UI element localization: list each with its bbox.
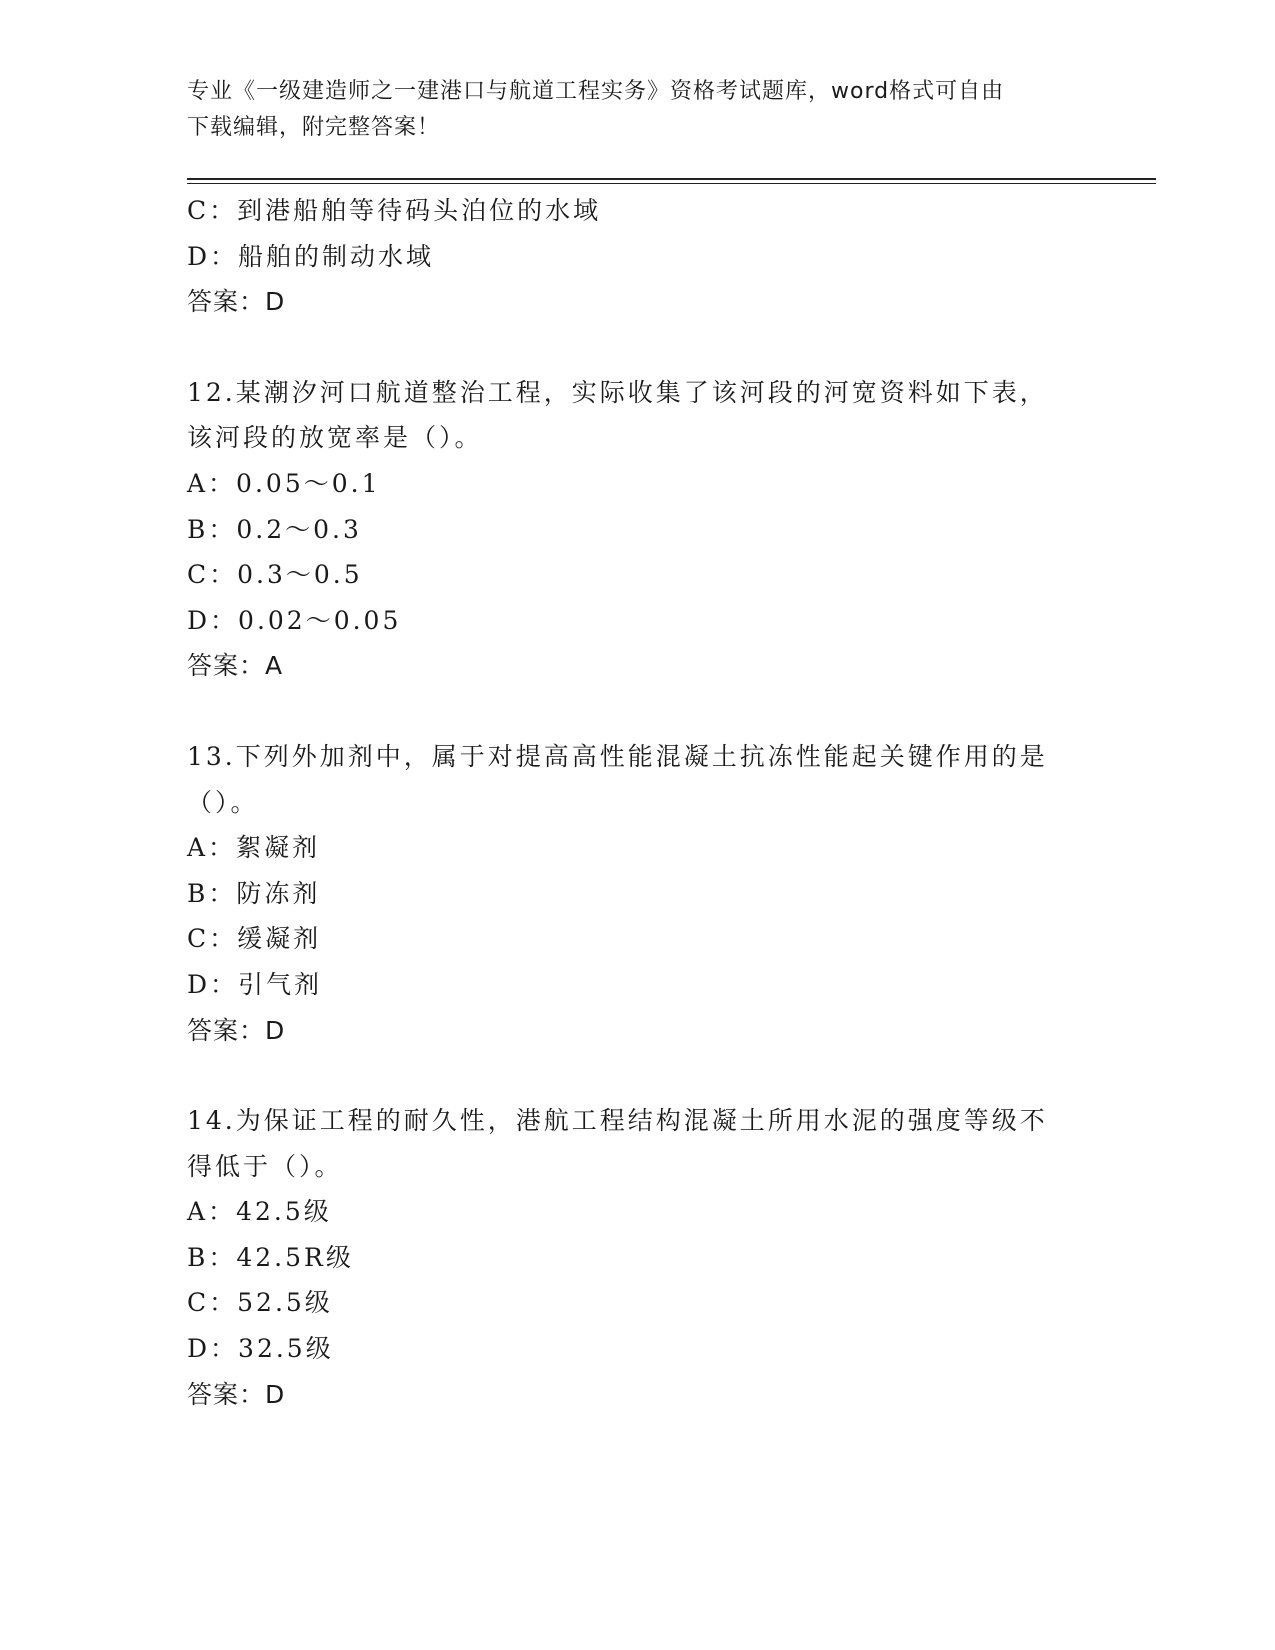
header-line-2: 下载编辑，附完整答案！: [187, 115, 441, 140]
question-13: [187, 734, 1087, 1053]
option-d: D：32.5级: [187, 1334, 334, 1364]
answer-line: 答案：D: [187, 287, 286, 317]
header-line-1: 专业《一级建造师之一建港口与航道工程实务》资格考试题库，word格式可自由: [187, 79, 1005, 104]
answer-line: 答案：D: [187, 1015, 286, 1045]
option-a: A：0.05～0.1: [187, 468, 381, 498]
question-stem: [187, 1098, 1087, 1189]
option-c: C：到港船舶等待码头泊位的水域: [187, 196, 602, 225]
option-b: B：42.5R级: [187, 1242, 354, 1272]
question-14: [187, 1098, 1087, 1417]
spacer: [187, 689, 1087, 734]
option-b: B：0.2～0.3: [187, 514, 362, 544]
option-c: C：缓凝剂: [187, 924, 322, 954]
option-a: A：42.5级: [187, 1197, 332, 1227]
option-d: D：船舶的制动水域: [187, 241, 435, 271]
stem-line: 13.下列外加剂中，属于对提高高性能混凝土抗冻性能起关键作用的是: [187, 741, 1048, 771]
stem-line: 该河段的放宽率是（）。: [187, 423, 483, 453]
document-body: [187, 188, 1087, 1417]
question-stem: [187, 734, 1087, 825]
spacer: [187, 325, 1087, 370]
option-c: C：0.3～0.5: [187, 560, 363, 590]
option-b: B：防冻剂: [187, 878, 321, 908]
header-divider: [187, 178, 1156, 184]
option-a: A：絮凝剂: [187, 833, 321, 863]
document-header: [187, 74, 1067, 146]
stem-line: 14.为保证工程的耐久性，港航工程结构混凝土所用水泥的强度等级不: [187, 1106, 1048, 1136]
option-d: D：0.02～0.05: [187, 605, 402, 635]
stem-line: 12.某潮汐河口航道整治工程，实际收集了该河段的河宽资料如下表，: [187, 377, 1048, 407]
option-c: C：52.5级: [187, 1288, 333, 1318]
spacer: [187, 1053, 1087, 1098]
answer-line: 答案：D: [187, 1379, 286, 1409]
question-12: [187, 370, 1087, 689]
option-d: D：引气剂: [187, 969, 323, 999]
previous-question-tail: [187, 188, 1087, 325]
answer-line: 答案：A: [187, 651, 284, 681]
stem-line: 得低于（）。: [187, 1151, 343, 1181]
stem-line: （）。: [187, 787, 259, 817]
question-stem: [187, 370, 1087, 461]
